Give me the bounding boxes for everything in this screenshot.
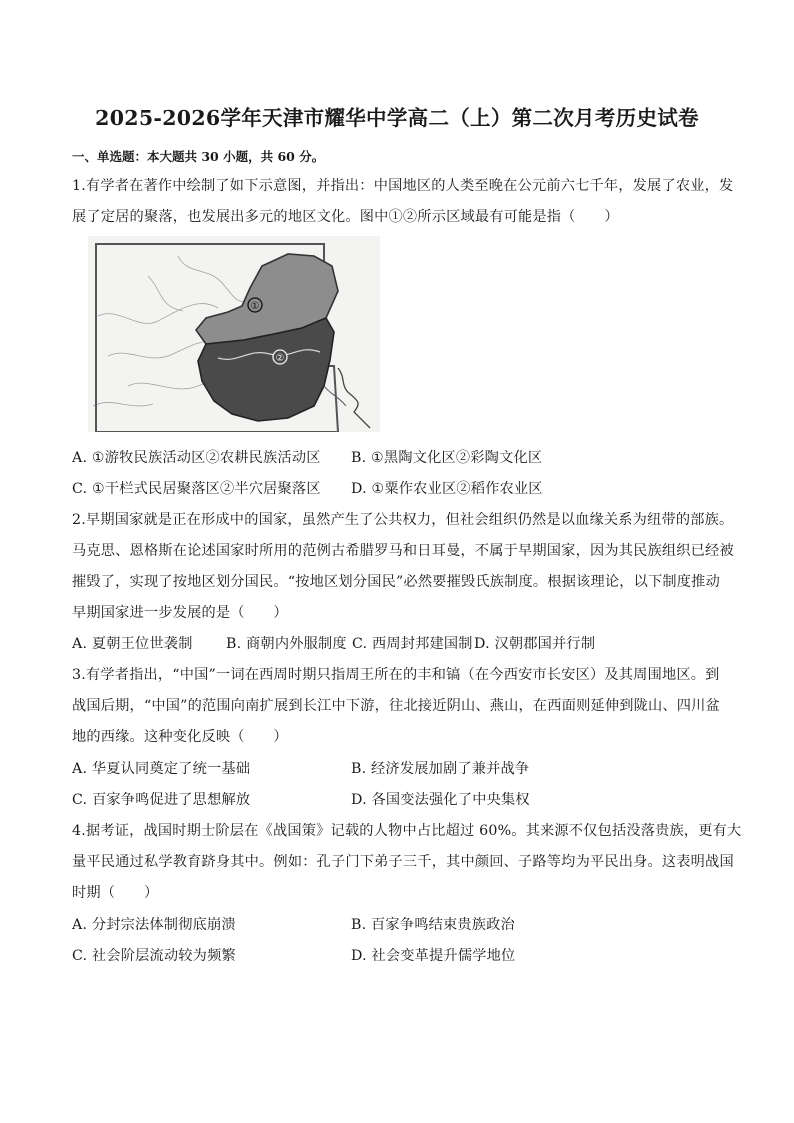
- exam-title: 2025-2026学年天津市耀华中学高二（上）第二次月考历史试卷: [95, 106, 699, 130]
- q2-option-b[interactable]: B. 商朝内外服制度: [226, 636, 347, 652]
- q3-option-d[interactable]: D. 各国变法强化了中央集权: [351, 792, 530, 808]
- q1-option-b[interactable]: B. ①黑陶文化区②彩陶文化区: [351, 450, 543, 466]
- q4-option-c[interactable]: C. 社会阶层流动较为频繁: [72, 948, 236, 964]
- q4-stem-line-3: 时期（ ）: [72, 885, 159, 901]
- q4-stem-line-2: 量平民通过私学教育跻身其中。例如：孔子门下弟子三千，其中颜回、子路等均为平民出身。这表明战国: [72, 854, 734, 870]
- q1-option-d[interactable]: D. ①粟作农业区②稻作农业区: [351, 481, 543, 497]
- q4-option-b[interactable]: B. 百家争鸣结束贵族政治: [351, 917, 515, 933]
- q4-option-d[interactable]: D. 社会变革提升儒学地位: [351, 948, 516, 964]
- q3-stem-line-3: 地的西缘。这种变化反映（ ）: [72, 729, 288, 745]
- q2-option-a[interactable]: A. 夏朝王位世袭制: [72, 636, 193, 652]
- q3-stem-line-1: 3.有学者指出，“中国”一词在西周时期只指周王所在的丰和镐（在今西安市长安区）及其周围地区。到: [72, 667, 720, 683]
- section-heading: 一、单选题：本大题共 30 小题，共 60 分。: [72, 149, 325, 164]
- q3-option-b[interactable]: B. 经济发展加剧了兼并战争: [351, 761, 530, 777]
- q2-stem-line-2: 马克思、恩格斯在论述国家时所用的范例古希腊罗马和日耳曼，不属于早期国家，因为其民族组织已经被: [72, 543, 734, 559]
- q2-option-d[interactable]: D. 汉朝郡国并行制: [474, 636, 596, 652]
- q1-map-figure: [88, 236, 380, 432]
- q2-stem-line-3: 摧毁了，实现了按地区划分国民。“按地区划分国民”必然要摧毁氏族制度。根据该理论，以下制度推动: [72, 574, 720, 590]
- q4-stem-line-1: 4.据考证，战国时期士阶层在《战国策》记载的人物中占比超过 60%。其来源不仅包括没落贵族，更有大: [72, 823, 742, 839]
- q1-option-c[interactable]: C. ①干栏式民居聚落区②半穴居聚落区: [72, 481, 321, 497]
- q1-option-a[interactable]: A. ①游牧民族活动区②农耕民族活动区: [72, 450, 321, 466]
- q2-stem-line-4: 早期国家进一步发展的是（ ）: [72, 605, 288, 621]
- q1-stem-line-2: 展了定居的聚落，也发展出多元的地区文化。图中①②所示区域最有可能是指（ ）: [72, 209, 619, 225]
- q4-option-a[interactable]: A. 分封宗法体制彻底崩溃: [72, 917, 236, 933]
- q3-option-c[interactable]: C. 百家争鸣促进了思想解放: [72, 792, 251, 808]
- q3-option-a[interactable]: A. 华夏认同奠定了统一基础: [72, 761, 251, 777]
- q1-stem-line-1: 1.有学者在著作中绘制了如下示意图，并指出：中国地区的人类至晚在公元前六七千年，发展了农业，发: [72, 178, 734, 194]
- q1-map-label-1: ①: [250, 301, 260, 312]
- q2-stem-line-1: 2.早期国家就是正在形成中的国家，虽然产生了公共权力，但社会组织仍然是以血缘关系为纽带的部族。: [72, 512, 734, 528]
- q2-option-c[interactable]: C. 西周封邦建国制: [352, 636, 473, 652]
- q3-stem-line-2: 战国后期，“中国”的范围向南扩展到长江中下游，往北接近阴山、燕山，在西面则延伸到陇山、四川盆: [72, 698, 720, 714]
- q1-map-label-2: ②: [275, 353, 285, 364]
